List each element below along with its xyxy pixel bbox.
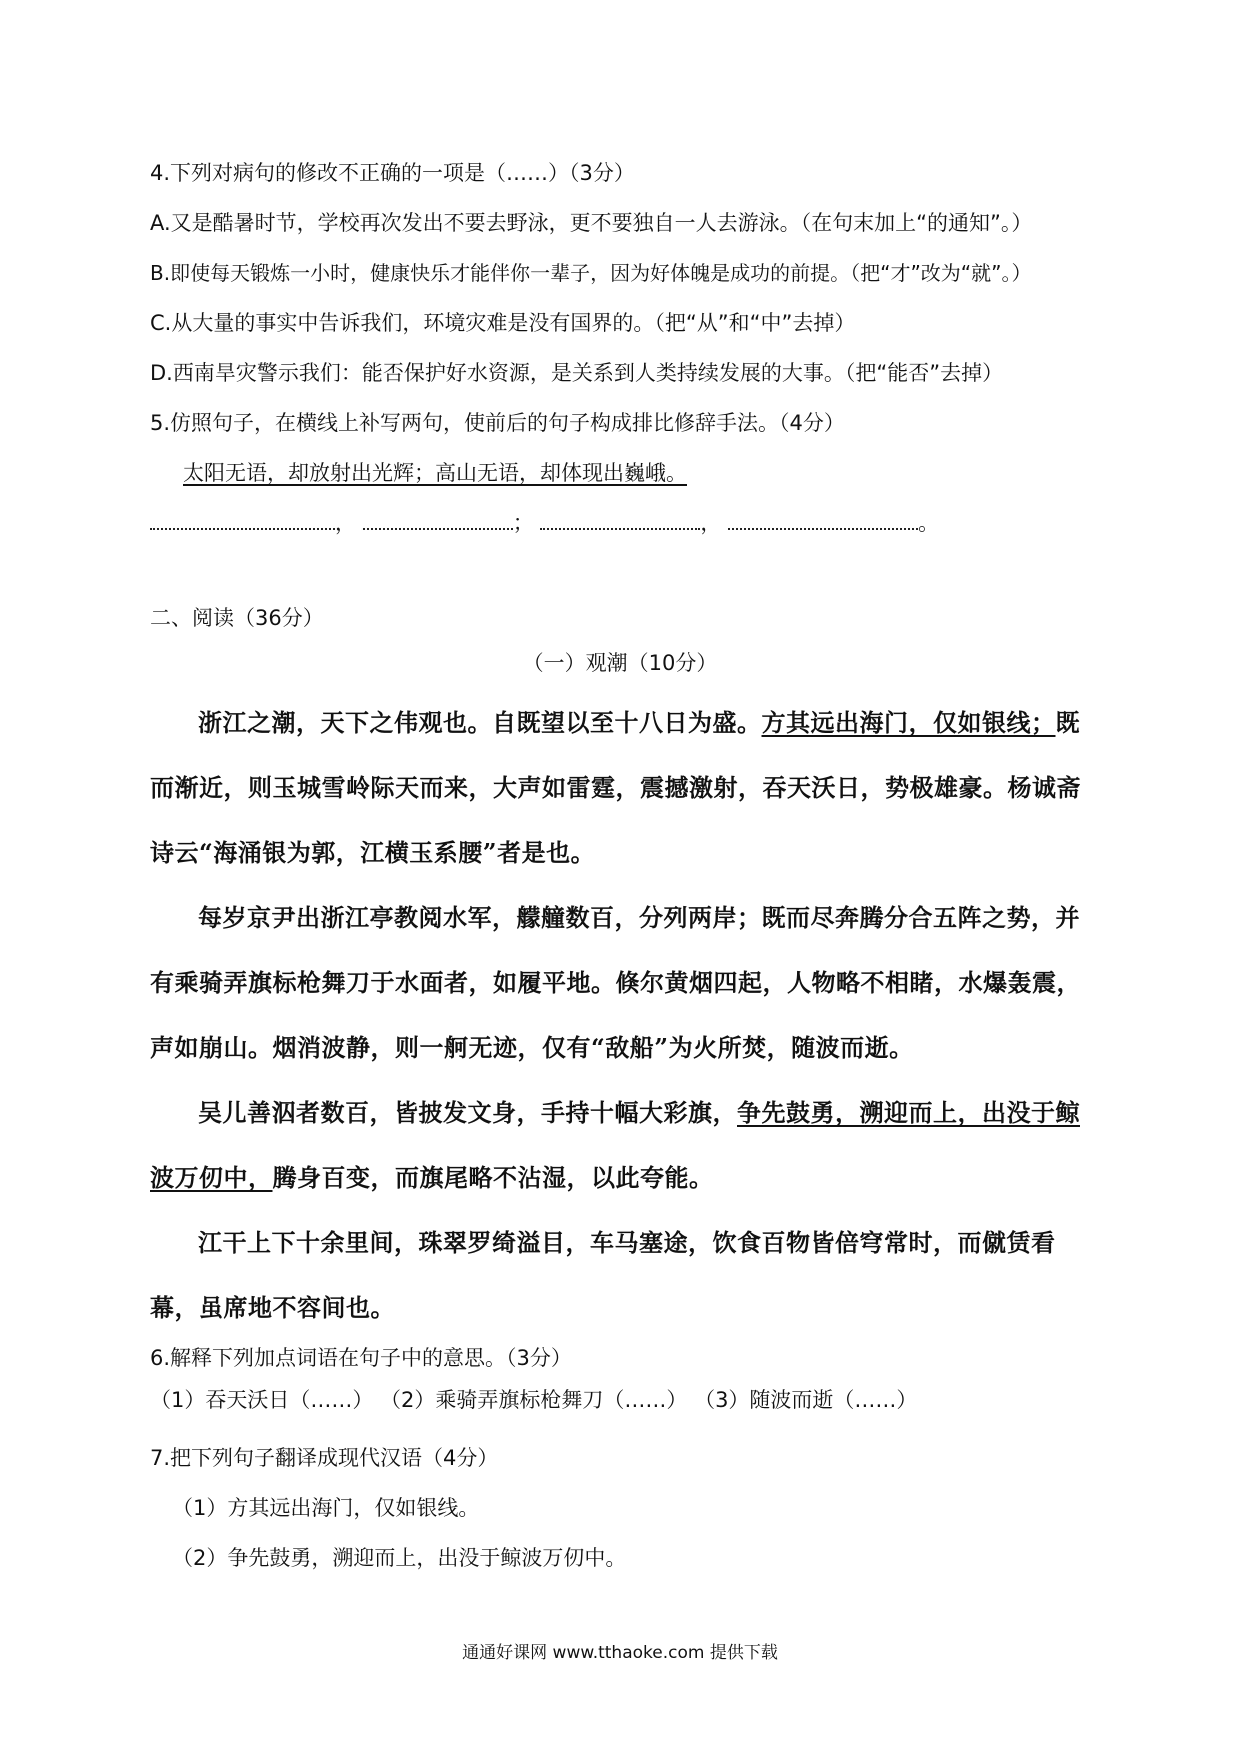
passage-paragraph-4 [150, 1210, 1100, 1340]
passage-title: （一）观潮（10分） [522, 651, 718, 675]
q7-stem: 7.把下列句子翻译成现代汉语（4分） [150, 1446, 499, 1470]
passage-text: 每岁京尹出浙江亭教阅水军，艨艟数百，分列两岸；既而尽奔腾分合五阵之势，并有乘骑弄旗标枪舞刀于水面者，如履平地。倏尔黄烟四起，人物略不相睹，水爆轰震，声如崩山。烟消波静，则一舸无迹，仅有“敌船”为火所焚，随波而逝。 [150, 903, 1081, 1062]
answer-blank-1[interactable] [150, 506, 335, 530]
passage-text: 腾身百变，而旗尾略不沾湿，以此夸能。 [272, 1163, 714, 1192]
passage-paragraph-3 [150, 1080, 1100, 1210]
separator: ， [700, 511, 722, 535]
answer-blank-3[interactable] [540, 506, 700, 530]
q5-stem: 5.仿照句子，在横线上补写两句，使前后的句子构成排比修辞手法。（4分） [150, 411, 845, 435]
q6-items: （1）吞天沃日（……） （2）乘骑弄旗标枪舞刀（……） （3）随波而逝（……） [150, 1388, 918, 1412]
page-footer: 通通好课网 www.tthaoke.com 提供下载 [462, 1643, 778, 1663]
answer-blank-4[interactable] [728, 506, 918, 530]
q4-stem: 4.下列对病句的修改不正确的一项是（……）（3分） [150, 161, 635, 185]
q6-stem: 6.解释下列加点词语在句子中的意思。（3分） [150, 1346, 572, 1370]
passage-text: 既而渐近，则玉城雪岭际天而来，大声如雷霆，震撼激射，吞天沃日，势极雄豪。杨诚斋诗云“海涌银为郭，江横玉系腰”者是也。 [150, 708, 1081, 867]
separator: ； [512, 511, 534, 535]
q4-option-b: B.即使每天锻炼一小时，健康快乐才能伴你一辈子，因为好体魄是成功的前提。（把“才”改为“就”。） [150, 261, 1032, 285]
separator: ， [335, 511, 356, 535]
passage-paragraph-1 [150, 690, 1100, 885]
q4-option-d: D.西南旱灾警示我们：能否保护好水资源，是关系到人类持续发展的大事。（把“能否”去掉） [150, 361, 1004, 385]
underlined-sentence: 方其远出海门，仅如银线； [761, 708, 1056, 737]
passage-paragraph-2 [150, 885, 1100, 1080]
q4-option-a: A.又是酷暑时节，学校再次发出不要去野泳，更不要独自一人去游泳。（在句末加上“的通知”。） [150, 211, 1033, 235]
answer-blank-2[interactable] [363, 506, 513, 530]
q4-option-c: C.从大量的事实中告诉我们，环境灾难是没有国界的。（把“从”和“中”去掉） [150, 311, 856, 335]
passage-text: 浙江之潮，天下之伟观也。自既望以至十八日为盛。 [198, 708, 762, 737]
section-heading: 二、阅读（36分） [150, 606, 324, 630]
q7-item-2: （2）争先鼓勇，溯迎而上，出没于鲸波万仞中。 [172, 1546, 627, 1570]
underlined-sentence: 争先鼓勇，溯迎而上，出没于鲸波万仞中， [150, 1098, 1080, 1192]
passage-text: 吴儿善泅者数百，皆披发文身，手持十幅大彩旗， [198, 1098, 737, 1127]
q5-model-sentence: 太阳无语，却放射出光辉；高山无语，却体现出巍峨。 [183, 461, 687, 485]
q5-answer-line [150, 506, 939, 538]
passage-text: 江干上下十余里间，珠翠罗绮溢目，车马塞途，饮食百物皆倍穹常时，而僦赁看幕，虽席地不容间也。 [150, 1228, 1056, 1322]
q7-item-1: （1）方其远出海门，仅如银线。 [172, 1496, 480, 1520]
separator: 。 [918, 511, 940, 535]
